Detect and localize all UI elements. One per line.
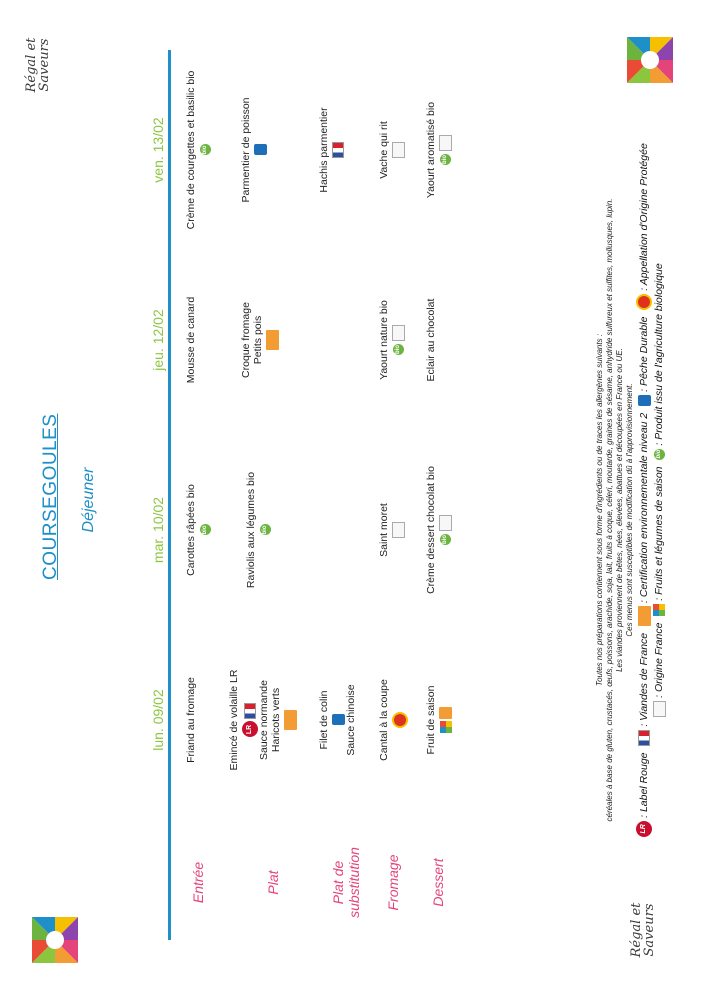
origine-france-icon [392, 142, 405, 158]
day-header: lun. 09/02 [150, 689, 166, 751]
brand-square-logo-right [625, 35, 675, 85]
day-header: jeu. 12/02 [150, 309, 166, 371]
seasonal-produce-icon [440, 721, 452, 733]
brand-script-logo-right: Régal et Saveurs [24, 37, 52, 93]
hve-certification-icon [284, 710, 297, 730]
menu-cell: Emincé de volaille LR LR Sauce normande Haricots verts [228, 630, 297, 810]
brand-script-logo: Régal et Saveurs [629, 902, 657, 958]
bio-leaf-icon: bio [440, 154, 451, 165]
msc-fish-icon [638, 395, 651, 406]
row-label-plat: Plat [265, 870, 281, 895]
origine-france-icon [653, 701, 666, 717]
origine-france-icon [392, 522, 405, 538]
meal-subtitle: Déjeuner [80, 467, 97, 533]
row-label-substitution: Plat de substitution [330, 847, 362, 918]
bio-leaf-icon: bio [654, 449, 665, 460]
day-header: ven. 13/02 [150, 117, 166, 183]
origine-france-icon [439, 135, 452, 151]
hve-certification-icon [439, 707, 452, 719]
bio-leaf-icon: bio [200, 525, 211, 536]
origine-france-icon [392, 325, 405, 341]
origine-france-icon [439, 515, 452, 531]
day-header: mar. 10/02 [150, 496, 166, 564]
menu-cell: Croque fromage Petits pois [240, 250, 279, 430]
menu-cell: Crème de courgettes et basilic bio bio [185, 60, 211, 240]
brand-square-logo [30, 915, 80, 965]
menu-cell: Filet de colin Sauce chinoise [318, 684, 357, 756]
menu-cell: Yaourt aromatisé bio bio [425, 60, 452, 240]
row-label-fromage: Fromage [385, 854, 401, 911]
hve-certification-icon [638, 606, 651, 626]
bio-leaf-icon: bio [393, 344, 404, 355]
menu-cell: Crème dessert chocolat bio bio [425, 440, 452, 620]
aop-icon [392, 712, 408, 728]
menu-cell: Raviolis aux légumes bio bio [245, 440, 271, 620]
seasonal-produce-icon [653, 604, 665, 616]
row-label-entree: Entrée [190, 861, 206, 904]
bio-leaf-icon: bio [440, 534, 451, 545]
menu-cell: Vache qui rit [378, 60, 405, 240]
aop-icon [636, 294, 652, 310]
msc-fish-icon [332, 715, 345, 726]
label-legend: LR : Label Rouge : Viandes de France : Certification environnementale niveau 2 : Pêche Durable : Appellation d'Origine Protégée : Origine France : Fruits et légumes de saison bio : Produit issu de l'agriculture biologique [636, 120, 667, 860]
label-rouge-icon: LR [636, 821, 652, 837]
bio-leaf-icon: bio [260, 525, 271, 536]
menu-cell: Mousse de canard [185, 296, 197, 384]
hve-certification-icon [266, 330, 279, 350]
menu-cell: Fruit de saison [425, 630, 452, 810]
viandes-de-france-icon [244, 703, 256, 719]
menu-cell: Carottes râpées bio bio [185, 440, 211, 620]
menu-cell: Cantal à la coupe [378, 630, 408, 810]
menu-cell: Eclair au chocolat [425, 298, 437, 382]
menu-cell: Hachis parmentier [318, 60, 344, 240]
viandes-de-france-icon [332, 142, 344, 158]
msc-fish-icon [254, 145, 267, 156]
menu-cell: Friand au fromage [185, 677, 197, 763]
header-divider [168, 50, 171, 940]
label-rouge-icon: LR [242, 721, 258, 737]
bio-leaf-icon: bio [200, 145, 211, 156]
viandes-de-france-icon [638, 730, 650, 746]
menu-cell: Parmentier de poisson [240, 60, 267, 240]
menu-cell: Yaourt nature bio bio [378, 250, 405, 430]
row-label-dessert: Dessert [430, 858, 446, 907]
allergen-notice: Toutes nos préparations contiennent sous forme d'ingrédients ou de traces les allergènes suivants : céréales à base de gluten, crustacés, œufs, poissons, arachide, soja, lait, fruits à coque, céleri, moutarde, graines de sésame, anhydride sulfureux et sulfites, mollusques, lupin. Les viandes proviennent de bêtes, nées, élevées, abattues et découpées en France ou UE. Ces menus sont susceptibles de modification dû à l'approvisionnement. [595, 198, 634, 822]
menu-cell: Saint moret [378, 440, 405, 620]
page-title: COURSEGOULES [40, 413, 61, 580]
